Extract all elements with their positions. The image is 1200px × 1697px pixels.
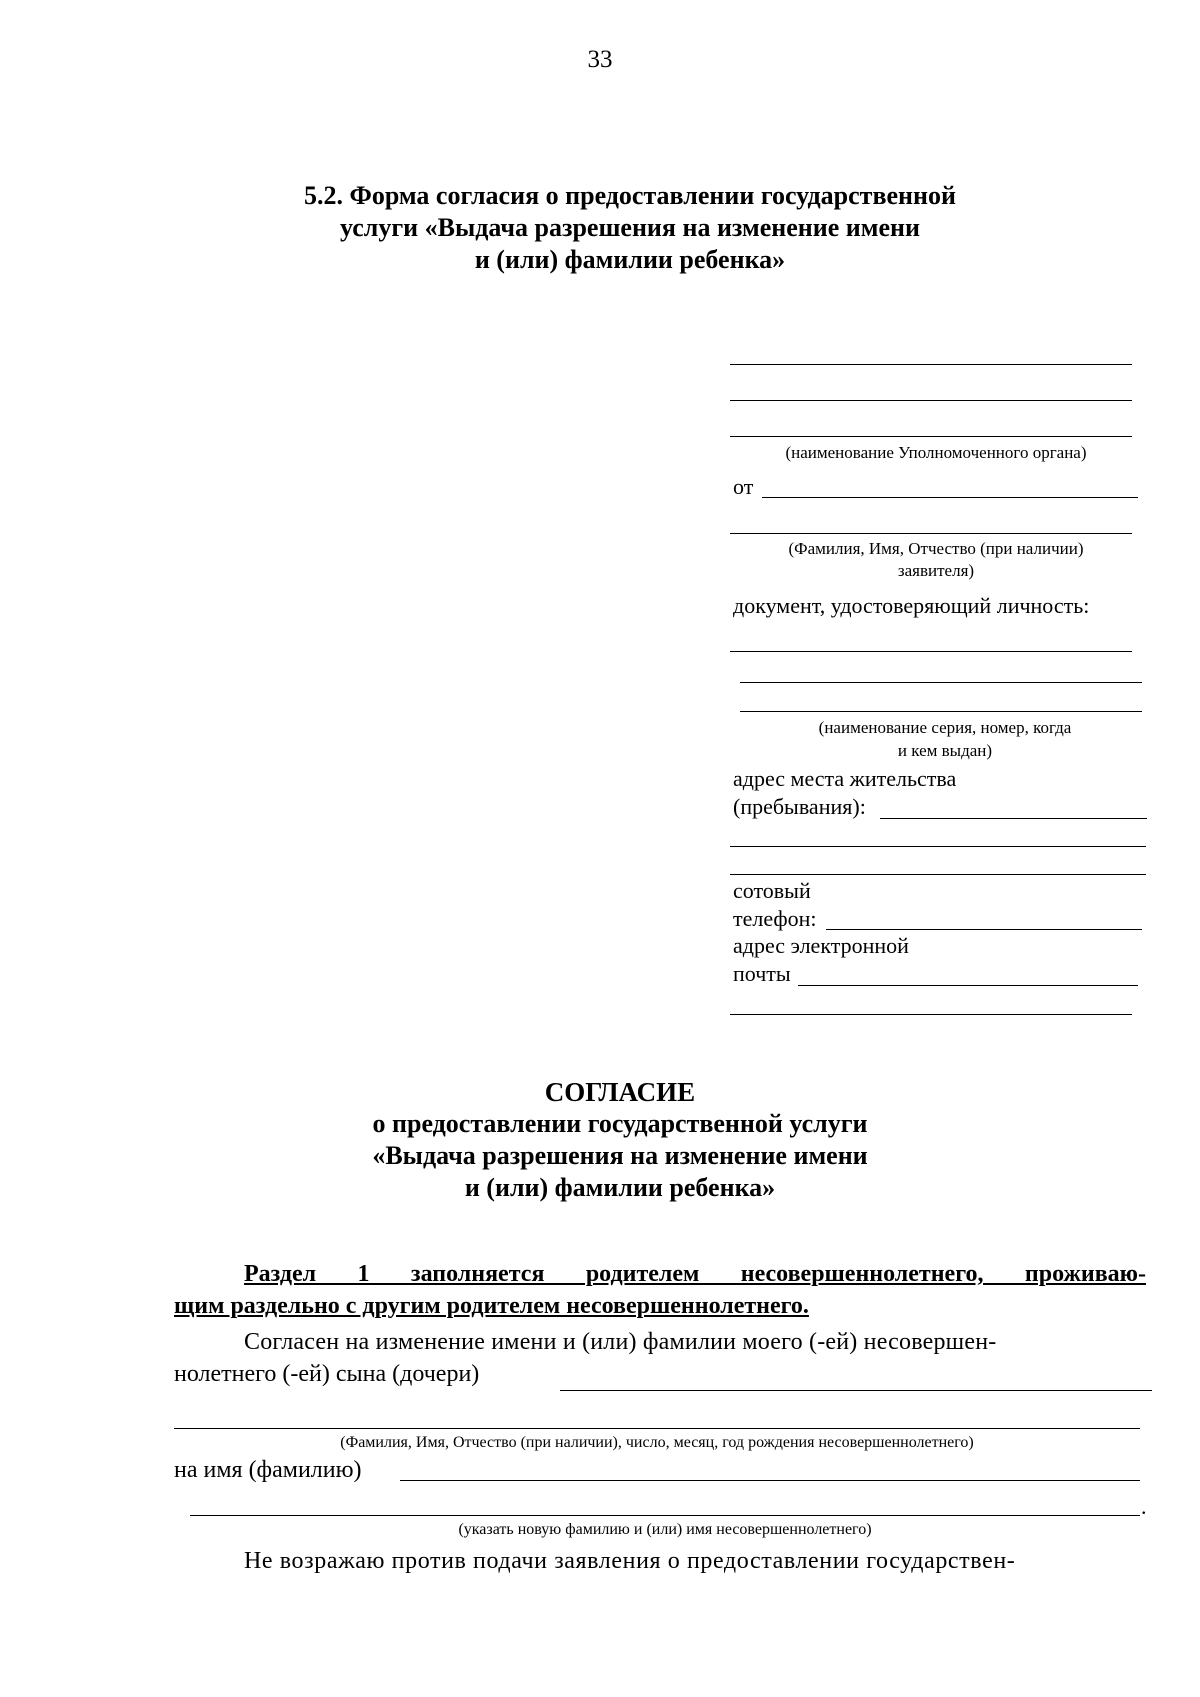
form-heading-line-1: 5.2. Форма согласия о предоставлении государственной xyxy=(304,181,956,210)
new-name-field-1[interactable] xyxy=(400,1480,1140,1481)
consent-line-2: нолетнего (-ей) сына (дочери) xyxy=(174,1361,480,1387)
page-number: 33 xyxy=(587,46,613,73)
consent-line-1: Согласен на изменение имени и (или) фамилии моего (-ей) несовершен- xyxy=(244,1329,997,1355)
consent-title-line-1: СОГЛАСИЕ xyxy=(544,1077,696,1107)
from-label: от xyxy=(733,474,754,499)
new-name-label: на имя (фамилию) xyxy=(174,1457,362,1483)
consent-title-line-3: «Выдача разрешения на изменение имени xyxy=(372,1141,868,1170)
fio-caption-line-2: заявителя) xyxy=(897,561,975,580)
consent-paragraph xyxy=(174,1326,1146,1390)
from-field[interactable] xyxy=(762,497,1138,498)
section-1-title-line-2: щим раздельно с другим родителем несовершеннолетнего. xyxy=(174,1293,809,1319)
identity-doc-field-2[interactable] xyxy=(740,682,1142,683)
section-1-title-line-1: Раздел 1 заполняется родителем несовершеннолетнего, проживаю- xyxy=(244,1261,1146,1287)
section-1-title xyxy=(174,1258,1146,1322)
address-label-line-1: адрес места жительства xyxy=(733,766,957,791)
authority-field-line-1[interactable] xyxy=(730,364,1132,365)
phone-field[interactable] xyxy=(826,929,1142,930)
doc-caption-line-1: (наименование серия, номер, когда xyxy=(818,718,1072,737)
fio-field-line-2[interactable] xyxy=(730,533,1132,534)
identity-doc-label: документ, удостоверяющий личность: xyxy=(733,593,1090,618)
address-label-line-2: (пребывания): xyxy=(733,794,866,819)
form-heading-line-2: услуги «Выдача разрешения на изменение имени xyxy=(340,213,920,242)
child-caption: (Фамилия, Имя, Отчество (при наличии), число, месяц, год рождения несовершеннолетнего) xyxy=(340,1434,974,1451)
address-field-2[interactable] xyxy=(730,846,1146,847)
identity-doc-field-1[interactable] xyxy=(730,651,1132,652)
email-field[interactable] xyxy=(798,985,1138,986)
email-label-line-2: почты xyxy=(733,961,791,986)
authority-field-line-3[interactable] xyxy=(730,436,1132,437)
new-name-field-2[interactable] xyxy=(190,1515,1140,1516)
consent-title-line-2: о предоставлении государственной услуги xyxy=(372,1109,868,1138)
identity-doc-field-3[interactable] xyxy=(740,711,1142,712)
new-name-end: . xyxy=(1141,1494,1147,1519)
authority-caption: (наименование Уполномоченного органа) xyxy=(785,443,1087,462)
form-heading-line-3: и (или) фамилии ребенка» xyxy=(474,245,786,274)
no-objection-line: Не возражаю против подачи заявления о предоставлении государствен- xyxy=(244,1548,1016,1574)
phone-label-line-2: телефон: xyxy=(733,906,817,931)
email-field-line-2[interactable] xyxy=(730,1014,1132,1015)
child-name-field-2[interactable] xyxy=(174,1428,1140,1429)
consent-title-line-4: и (или) фамилии ребенка» xyxy=(464,1173,776,1202)
email-label-line-1: адрес электронной xyxy=(733,933,909,958)
consent-title xyxy=(300,1076,940,1204)
authority-field-line-2[interactable] xyxy=(730,400,1132,401)
form-heading xyxy=(260,180,1000,276)
address-field-3[interactable] xyxy=(730,874,1146,875)
child-name-field-1[interactable] xyxy=(560,1390,1152,1391)
new-name-caption: (указать новую фамилию и (или) имя несовершеннолетнего) xyxy=(458,1521,872,1538)
fio-caption-line-1: (Фамилия, Имя, Отчество (при наличии) xyxy=(788,539,1084,558)
doc-caption-line-2: и кем выдан) xyxy=(897,741,993,760)
phone-label-line-1: сотовый xyxy=(733,878,811,903)
address-field-1[interactable] xyxy=(880,818,1147,819)
